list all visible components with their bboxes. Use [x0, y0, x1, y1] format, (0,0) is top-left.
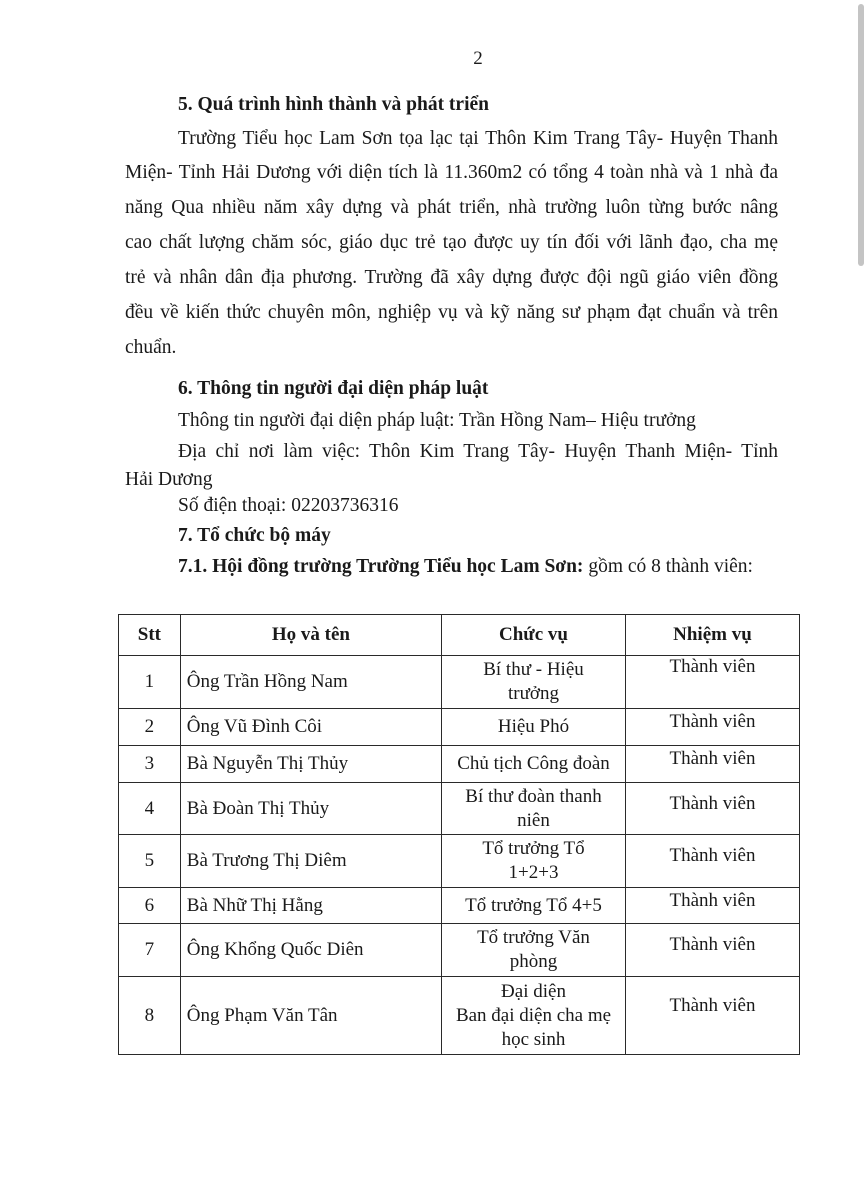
row-role-line: phòng — [509, 951, 558, 972]
row-stt: 1 — [119, 656, 181, 709]
work-address-cont: Hải Dương — [125, 469, 213, 490]
row-role — [442, 977, 626, 1055]
section-5-line: Trường Tiểu học Lam Sơn tọa lạc tại Thôn Kim Trang Tây- Huyện Thanh — [178, 128, 778, 149]
row-role-line: Bí thư đoàn thanh — [465, 785, 602, 807]
section-7-heading: 7. Tổ chức bộ máy — [178, 525, 331, 546]
phone-number: Số điện thoại: 02203736316 — [178, 495, 399, 516]
row-duty: Thành viên — [625, 835, 799, 888]
table-row — [119, 977, 800, 1055]
row-role-line: Tổ trưởng Văn — [477, 927, 590, 948]
representative-info: Thông tin người đại diện pháp luật: Trần Hồng Nam– Hiệu trưởng — [178, 410, 696, 431]
table-row — [119, 924, 800, 977]
header-stt: Stt — [119, 615, 181, 656]
table-row — [119, 656, 800, 709]
row-role-line: Tổ trưởng Tổ — [482, 838, 585, 859]
row-role-line: niên — [517, 809, 550, 831]
row-stt: 5 — [119, 835, 181, 888]
row-name: Bà Đoàn Thị Thủy — [180, 783, 441, 835]
section-5-line: Miện- Tỉnh Hải Dương với diện tích là 11.360m2 có tổng 4 toàn nhà và 1 nhà đa — [125, 162, 778, 183]
section-7-1-heading — [178, 556, 753, 578]
row-name: Bà Trương Thị Diêm — [180, 835, 441, 888]
row-role — [442, 746, 626, 783]
row-role-line: Tổ trưởng Tổ 4+5 — [465, 894, 602, 916]
row-duty: Thành viên — [625, 783, 799, 835]
row-role-line: trưởng — [508, 683, 559, 704]
section-5-line: năng Qua nhiều năm xây dựng và phát triển, nhà trường luôn từng bước nâng — [125, 197, 778, 218]
row-stt: 8 — [119, 977, 181, 1055]
row-role-line: Ban đại diện cha mẹ — [455, 1004, 612, 1026]
page-number: 2 — [473, 48, 483, 69]
row-role — [442, 783, 626, 835]
row-role-line: Chủ tịch Công đoàn — [457, 753, 610, 774]
row-role-line: 1+2+3 — [508, 862, 559, 883]
row-role — [442, 656, 626, 709]
row-duty: Thành viên — [625, 709, 799, 746]
row-role — [442, 924, 626, 977]
section-5-line: chuẩn. — [125, 337, 177, 358]
section-5-line: trẻ và nhân dân địa phương. Trường đã xây dựng được đội ngũ giáo viên đồng — [125, 267, 778, 288]
council-table — [118, 614, 800, 1055]
row-name: Ông Trần Hồng Nam — [180, 656, 441, 709]
row-duty: Thành viên — [625, 888, 799, 924]
row-name: Ông Vũ Đình Côi — [180, 709, 441, 746]
header-duty: Nhiệm vụ — [625, 615, 799, 656]
row-stt: 2 — [119, 709, 181, 746]
scrollbar-thumb[interactable] — [858, 4, 864, 266]
row-role — [442, 888, 626, 924]
row-name: Ông Phạm Văn Tân — [180, 977, 441, 1055]
row-role-line: Hiệu Phó — [497, 716, 570, 737]
table-row — [119, 709, 800, 746]
row-role-line: Bí thư - Hiệu — [483, 659, 584, 680]
row-stt: 4 — [119, 783, 181, 835]
row-name: Bà Nhữ Thị Hằng — [180, 888, 441, 924]
table-header-row — [119, 615, 800, 656]
work-address: Địa chỉ nơi làm việc: Thôn Kim Trang Tây- Huyện Thanh Miện- Tỉnh — [178, 441, 778, 462]
section-5-line: đều về kiến thức chuyên môn, nghiệp vụ và kỹ năng sư phạm đạt chuẩn và trên — [125, 302, 778, 323]
row-role — [442, 709, 626, 746]
row-role-line: Đại diện — [501, 980, 566, 1002]
row-role-line: học sinh — [501, 1028, 566, 1050]
row-duty: Thành viên — [625, 924, 799, 977]
table-row — [119, 783, 800, 835]
row-duty: Thành viên — [625, 656, 799, 709]
row-name: Bà Nguyễn Thị Thủy — [180, 746, 441, 783]
section-5-line: cao chất lượng chăm sóc, giáo dục trẻ tạo được uy tín đối với lãnh đạo, cha mẹ — [125, 232, 778, 253]
section-6-heading: 6. Thông tin người đại diện pháp luật — [178, 378, 489, 399]
scrollbar[interactable] — [856, 0, 866, 1200]
row-stt: 6 — [119, 888, 181, 924]
row-duty: Thành viên — [625, 977, 799, 1055]
row-stt: 3 — [119, 746, 181, 783]
row-name: Ông Khổng Quốc Diên — [180, 924, 441, 977]
table-row — [119, 835, 800, 888]
table-row — [119, 746, 800, 783]
section-7-1-title: 7.1. Hội đồng trường Trường Tiểu học Lam Sơn: — [178, 556, 584, 577]
row-stt: 7 — [119, 924, 181, 977]
header-name: Họ và tên — [180, 615, 441, 656]
section-7-1-count: gồm có 8 thành viên: — [583, 556, 753, 577]
table-row — [119, 888, 800, 924]
row-duty: Thành viên — [625, 746, 799, 783]
section-5-heading: 5. Quá trình hình thành và phát triển — [178, 94, 490, 115]
header-role: Chức vụ — [442, 615, 626, 656]
row-role — [442, 835, 626, 888]
